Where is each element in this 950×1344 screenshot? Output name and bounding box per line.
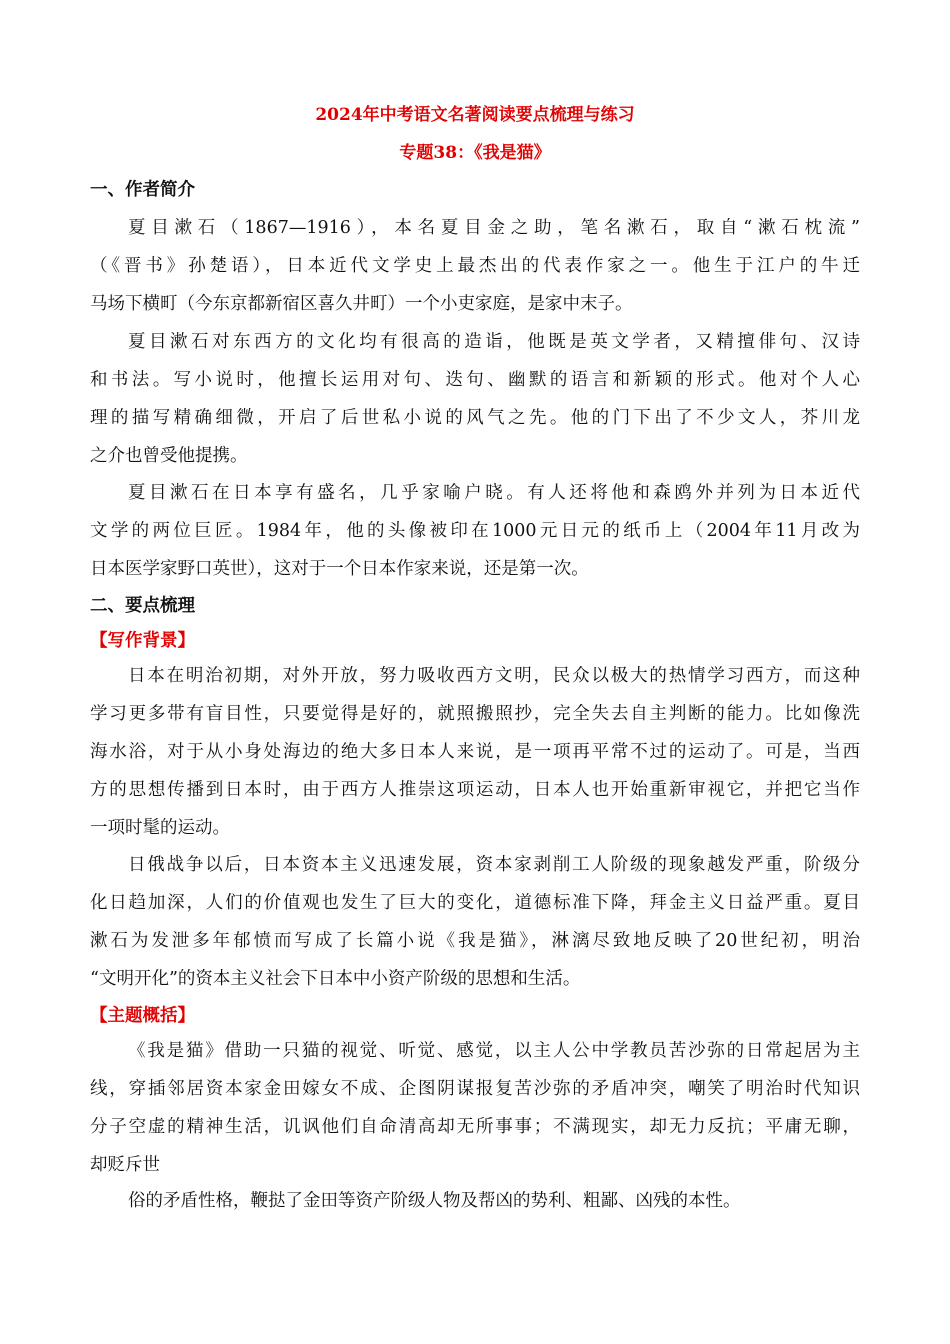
label-theme-summary: 【主题概括】 [90,1006,195,1026]
paragraph-line: （《晋书》孙楚语），日本近代文学史上最杰出的代表作家之一。他生于江户的牛迁 [90,256,860,276]
paragraph-line: 分子空虚的精神生活，讥讽他们自命清高却无所事事；不满现实，却无力反抗；平庸无聊， [90,1117,860,1137]
paragraph-line: 一项时髦的运动。 [90,818,230,838]
paragraph-line: 漱石为发泄多年郁愤而写成了长篇小说《我是猫》，淋漓尽致地反映了20世纪初，明治 [90,931,860,951]
paragraph-line: 夏目漱石对东西方的文化均有很高的造诣，他既是英文学者，又精擅俳句、汉诗 [128,332,860,352]
paragraph-line: 日本在明治初期，对外开放，努力吸收西方文明，民众以极大的热情学习西方，而这种 [128,666,860,686]
paragraph-line: “文明开化”的资本主义社会下日本中小资产阶级的思想和生活。 [90,969,581,989]
section-heading-key-points: 二、要点梳理 [90,596,195,616]
section-heading-author: 一、作者简介 [90,180,195,200]
paragraph-line: 却贬斥世 [90,1155,160,1175]
paragraph-line: 俗的矛盾性格，鞭挞了金田等资产阶级人物及帮凶的势利、粗鄙、凶残的本性。 [128,1191,741,1211]
paragraph-line: 和书法。写小说时，他擅长运用对句、迭句、幽默的语言和新颖的形式。他对个人心 [90,370,860,390]
paragraph-line: 夏目漱石（1867—1916），本名夏目金之助，笔名漱石，取自“漱石枕流” [128,218,860,238]
paragraph-line: 学习更多带有盲目性，只要觉得是好的，就照搬照抄，完全失去自主判断的能力。比如像洗 [90,704,860,724]
paragraph-line: 化日趋加深，人们的价值观也发生了巨大的变化，道德标准下降，拜金主义日益严重。夏目 [90,893,860,913]
document-title: 2024年中考语文名著阅读要点梳理与练习 [315,105,635,125]
paragraph-line: 线，穿插邻居资本家金田嫁女不成、企图阴谋报复苦沙弥的矛盾冲突，嘲笑了明治时代知识 [90,1079,860,1099]
paragraph-line: 海水浴，对于从小身处海边的绝大多日本人来说，是一项再平常不过的运动了。可是，当西 [90,742,860,762]
paragraph-line: 方的思想传播到日本时，由于西方人推崇这项运动，日本人也开始重新审视它，并把它当作 [90,780,860,800]
paragraph-line: 日俄战争以后，日本资本主义迅速发展，资本家剥削工人阶级的现象越发严重，阶级分 [128,855,860,875]
paragraph-line: 理的描写精确细微，开启了后世私小说的风气之先。他的门下出了不少文人，芥川龙 [90,408,860,428]
document-subtitle: 专题38：《我是猫》 [399,143,551,163]
paragraph-line: 夏目漱石在日本享有盛名，几乎家喻户晓。有人还将他和森鸥外并列为日本近代 [128,483,860,503]
paragraph-line: 之介也曾受他提携。 [90,446,248,466]
paragraph-line: 马场下横町（今东京都新宿区喜久井町）一个小吏家庭，是家中末子。 [90,294,633,314]
paragraph-line: 《我是猫》借助一只猫的视觉、听觉、感觉，以主人公中学教员苦沙弥的日常起居为主 [128,1041,860,1061]
paragraph-line: 文学的两位巨匠。1984年，他的头像被印在1000元日元的纸币上（2004年11月改为 [90,521,860,541]
label-writing-background: 【写作背景】 [90,631,195,651]
paragraph-line: 日本医学家野口英世），这对于一个日本作家来说，还是第一次。 [90,559,589,579]
